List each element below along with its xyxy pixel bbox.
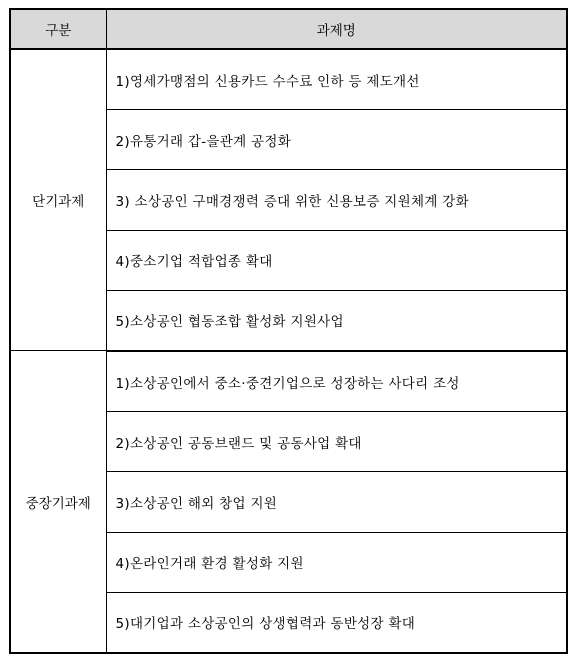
header-task-name: 과제명 xyxy=(106,9,567,49)
table-row xyxy=(10,49,567,110)
task-item: 3)소상공인 해외 창업 지원 xyxy=(106,472,567,532)
header-category: 구분 xyxy=(10,9,106,49)
category-short-term: 단기과제 xyxy=(10,49,106,351)
task-table xyxy=(9,8,568,654)
task-item: 4)온라인거래 환경 활성화 지원 xyxy=(106,532,567,592)
task-item: 2)소상공인 공동브랜드 및 공동사업 확대 xyxy=(106,412,567,472)
table-row xyxy=(10,351,567,412)
task-item: 4)중소기업 적합업종 확대 xyxy=(106,230,567,290)
task-item: 5)소상공인 협동조합 활성화 지원사업 xyxy=(106,290,567,351)
task-item: 5)대기업과 소상공인의 상생협력과 동반성장 확대 xyxy=(106,592,567,653)
task-item: 3) 소상공인 구매경쟁력 증대 위한 신용보증 지원체계 강화 xyxy=(106,170,567,230)
task-item: 2)유통거래 갑-을관계 공정화 xyxy=(106,110,567,170)
task-item: 1)영세가맹점의 신용카드 수수료 인하 등 제도개선 xyxy=(106,49,567,110)
category-long-term: 중장기과제 xyxy=(10,351,106,653)
task-item: 1)소상공인에서 중소·중견기업으로 성장하는 사다리 조성 xyxy=(106,351,567,412)
header-row xyxy=(10,9,567,49)
